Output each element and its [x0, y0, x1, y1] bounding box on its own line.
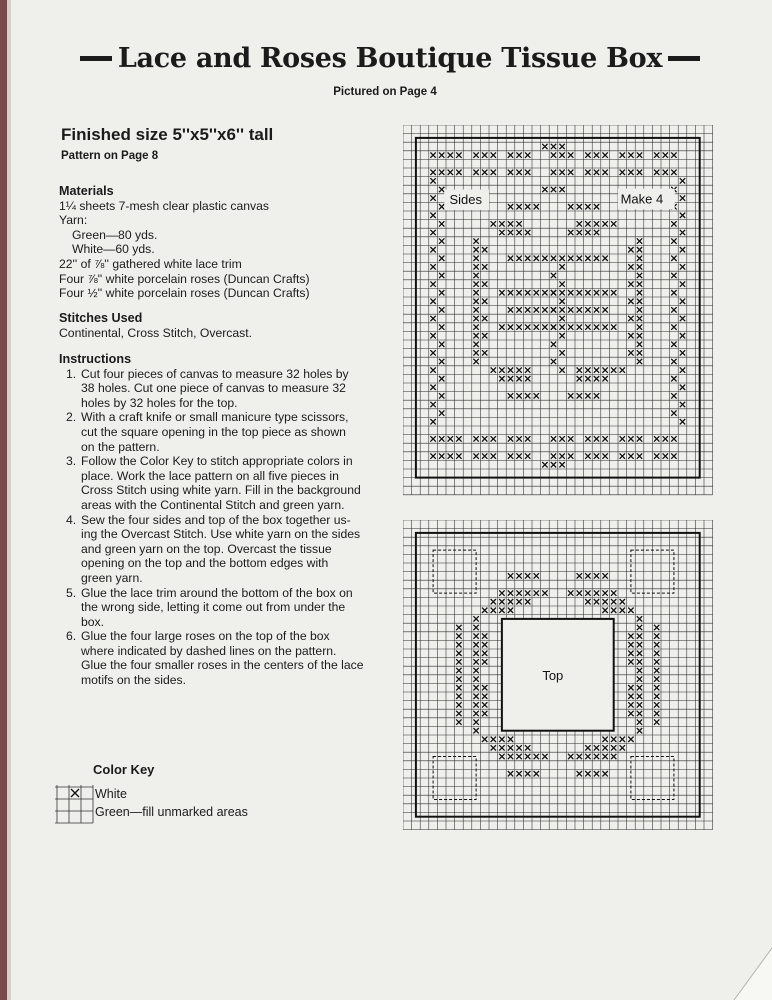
color-key-white: White	[95, 787, 127, 801]
instructions-heading: Instructions	[59, 352, 132, 366]
step-text-line: on the pattern.	[81, 439, 160, 454]
page-title: Lace and Roses Boutique Tissue Box	[117, 42, 663, 74]
instruction-step	[59, 454, 369, 512]
step-text-line: cut the square opening in the top piece as shown	[81, 424, 346, 439]
step-number: 5.	[66, 585, 77, 600]
materials-heading: Materials	[59, 184, 114, 198]
step-text-line: Cross Stitch using white yarn. Fill in the background	[81, 483, 361, 498]
step-text-line: Sew the four sides and top of the box together us-	[81, 512, 351, 527]
instruction-step	[59, 513, 369, 586]
step-number: 2.	[66, 410, 77, 425]
materials-line: Four ⅞'' white porcelain roses (Duncan Crafts)	[59, 271, 310, 286]
step-text-line: Glue the lace trim around the bottom of the box on	[81, 585, 353, 600]
title-rule-right	[668, 56, 700, 61]
step-text-line: 38 holes. Cut one piece of canvas to measure 32	[81, 381, 346, 396]
materials-line: Yarn:	[59, 213, 88, 228]
step-text-line: Glue the four smaller roses in the centers of the lace	[81, 658, 364, 673]
step-number: 3.	[66, 454, 77, 469]
step-text-line: ing the Overcast Stitch. Use white yarn on the sides	[81, 527, 361, 542]
step-text-line: box.	[81, 614, 105, 629]
yarn-line: Green—80 yds.	[72, 227, 158, 242]
step-number: 1.	[66, 366, 77, 381]
instruction-step	[59, 410, 369, 454]
step-text-line: opening on the top and the bottom edges with	[81, 556, 329, 571]
yarn-line: White—60 yds.	[72, 242, 155, 257]
step-text-line: green yarn.	[81, 570, 143, 585]
make-count-label: Make 4	[620, 191, 664, 207]
step-text-line: and green yarn on the top. Overcast the tissue	[81, 541, 332, 556]
color-key-green: Green—fill unmarked areas	[95, 805, 248, 819]
step-text-line: motifs on the sides.	[81, 673, 186, 688]
instruction-step	[59, 586, 369, 630]
page-subtitle: Pictured on Page 4	[333, 86, 437, 98]
sides-label: Sides	[449, 192, 482, 208]
step-number: 6.	[66, 629, 77, 644]
binding-shadow	[7, 0, 11, 1000]
instructions-list	[59, 367, 369, 688]
step-text-line: the wrong side, letting it come out from under the	[81, 600, 346, 615]
pattern-reference: Pattern on Page 8	[61, 150, 159, 162]
step-text-line: holes by 32 holes for the top.	[81, 395, 238, 410]
step-text-line: areas with the Continental Stitch and green yarn.	[81, 497, 345, 512]
stitches-text: Continental, Cross Stitch, Overcast.	[59, 325, 253, 340]
binding-edge	[0, 0, 7, 1000]
step-text-line: Glue the four large roses on the top of the box	[81, 629, 330, 644]
color-key-grid	[55, 785, 95, 825]
top-chart	[403, 520, 719, 836]
step-text-line: With a craft knife or small manicure type scissors,	[81, 410, 349, 425]
step-text-line: where indicated by dashed lines on the pattern.	[81, 643, 337, 658]
title-row	[60, 40, 720, 76]
materials-section	[59, 184, 369, 301]
instruction-step	[59, 367, 369, 411]
step-text-line: Cut four pieces of canvas to measure 32 holes by	[81, 366, 349, 381]
white-stitch-icon	[71, 789, 79, 797]
materials-line: 1¼ sheets 7-mesh clear plastic canvas	[59, 198, 269, 213]
stitches-heading: Stitches Used	[59, 311, 143, 325]
materials-line: Four ½'' white porcelain roses (Duncan Crafts)	[59, 286, 310, 301]
stitches-section	[59, 311, 369, 340]
color-key-heading: Color Key	[93, 762, 155, 777]
top-label: Top	[542, 667, 564, 683]
finished-size: Finished size 5''x5''x6'' tall	[61, 125, 274, 144]
instructions-section	[59, 352, 369, 688]
page-corner-fold	[712, 940, 772, 1000]
title-rule-left	[80, 56, 112, 61]
step-text-line: Follow the Color Key to stitch appropriate colors in	[81, 454, 353, 469]
instruction-step	[59, 629, 369, 687]
step-text-line: place. Work the lace pattern on all five pieces in	[81, 468, 339, 483]
step-number: 4.	[66, 512, 77, 527]
sides-chart	[403, 125, 719, 497]
materials-line: 22'' of ⅞'' gathered white lace trim	[59, 256, 242, 271]
